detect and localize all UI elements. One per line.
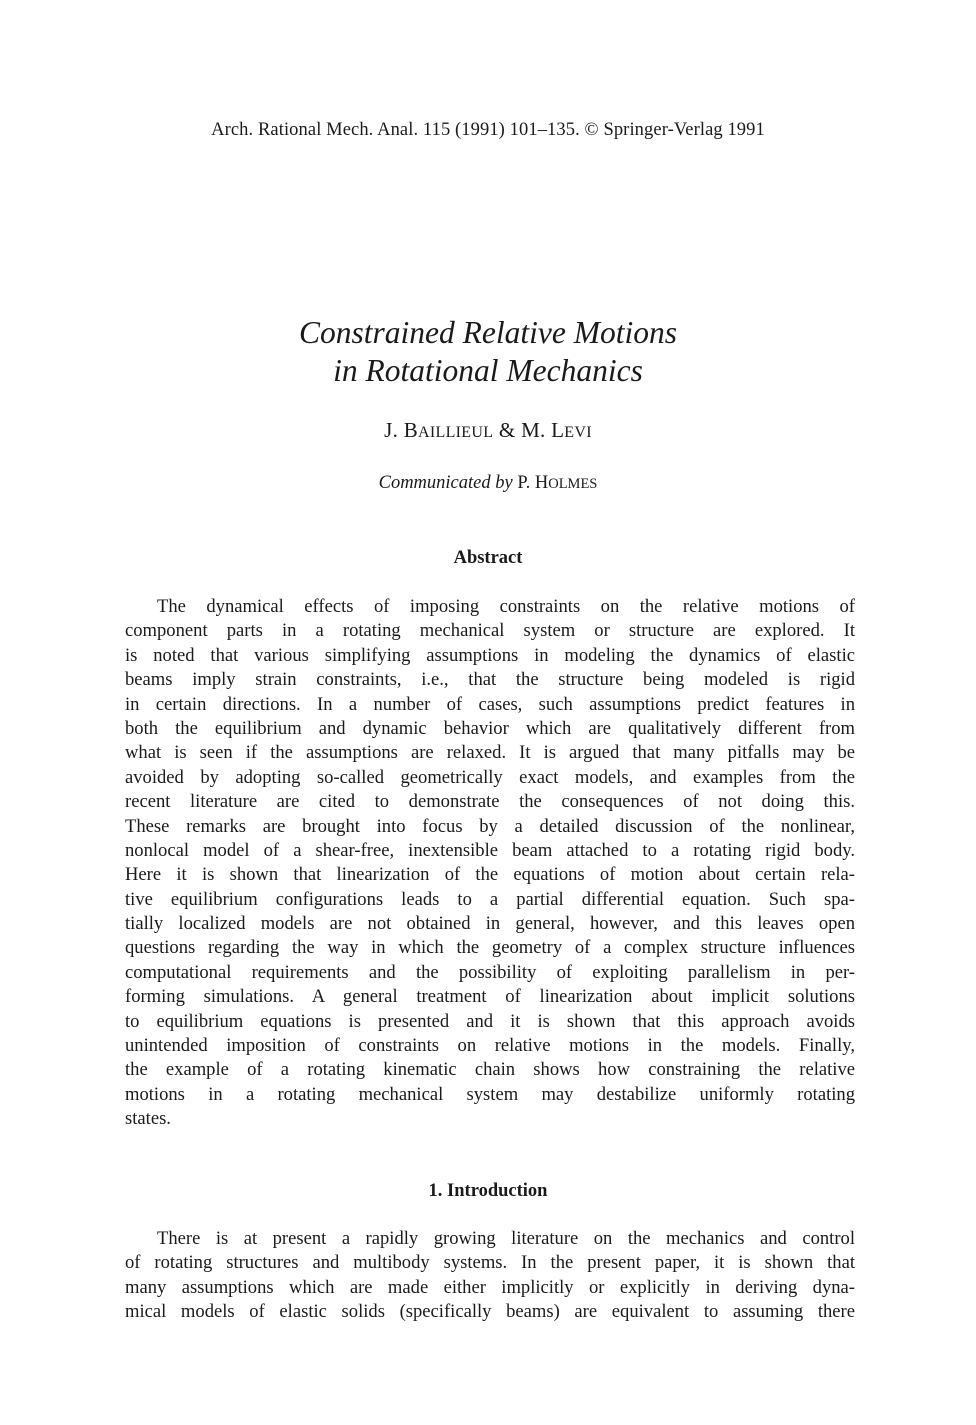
introduction-body [125, 1227, 855, 1325]
communicator-initial: P. [512, 473, 535, 493]
abstract-line: tive equilibrium configurations leads to a partial differential equation. Such spa- [125, 888, 855, 910]
authors [0, 418, 976, 443]
abstract-line: states. [125, 1108, 171, 1130]
abstract-line: the example of a rotating kinematic chain shows how constraining the relative [125, 1059, 855, 1081]
abstract-line: beams imply strain constraints, i.e., that the structure being modeled is rigid [125, 669, 855, 691]
abstract-line: what is seen if the assumptions are relaxed. It is argued that many pitfalls may be [125, 742, 855, 764]
abstract-body [125, 595, 855, 1132]
abstract-line: in certain directions. In a number of cases, such assumptions predict features in [125, 693, 855, 715]
communicated-label: Communicated by [378, 473, 513, 493]
author-1-initial: J. [384, 418, 404, 442]
abstract-line: tially localized models are not obtained in general, however, and this leaves open [125, 913, 855, 935]
author-1-surname-rest: AILLIEUL [418, 424, 494, 441]
introduction-heading: 1. Introduction [428, 1181, 548, 1201]
communicated-by [0, 473, 976, 494]
introduction-line: of rotating structures and multibody systems. In the present paper, it is shown that [125, 1252, 855, 1274]
title-line-1: Constrained Relative Motions [299, 315, 677, 350]
introduction-line: many assumptions which are made either implicitly or explicitly in deriving dyna- [125, 1276, 855, 1298]
author-separator: & [493, 418, 522, 442]
introduction-line: mical models of elastic solids (specifically beams) are equivalent to assuming there [125, 1301, 855, 1323]
author-2-initial: M. [521, 418, 552, 442]
abstract-line: The dynamical effects of imposing constraints on the relative motions of [157, 596, 855, 617]
abstract-line: Here it is shown that linearization of the equations of motion about certain rela- [125, 864, 855, 886]
abstract-line: is noted that various simplifying assumptions in modeling the dynamics of elastic [125, 644, 855, 666]
abstract-line: recent literature are cited to demonstrate the consequences of not doing this. [125, 791, 855, 813]
author-2-surname-rest: EVI [564, 424, 592, 441]
abstract-line: component parts in a rotating mechanical system or structure are explored. It [125, 620, 855, 642]
paper-title [0, 314, 976, 390]
abstract-line: avoided by adopting so-called geometrically exact models, and examples from the [125, 766, 855, 788]
abstract-line: both the equilibrium and dynamic behavior which are qualitatively different from [125, 717, 855, 739]
abstract-line: questions regarding the way in which the geometry of a complex structure influences [125, 937, 855, 959]
communicator-surname-rest: OLMES [548, 476, 598, 492]
abstract-heading: Abstract [453, 548, 523, 568]
abstract-line: unintended imposition of constraints on relative motions in the models. Finally, [125, 1035, 855, 1057]
author-2-surname-first: L [551, 418, 565, 442]
journal-header: Arch. Rational Mech. Anal. 115 (1991) 101–135. © Springer-Verlag 1991 [211, 120, 765, 140]
abstract-line: nonlocal model of a shear-free, inextensible beam attached to a rotating rigid body. [125, 839, 855, 861]
title-line-2: in Rotational Mechanics [333, 353, 643, 388]
abstract-line: to equilibrium equations is presented and it is shown that this approach avoids [125, 1010, 855, 1032]
abstract-line: motions in a rotating mechanical system may destabilize uniformly rotating [125, 1083, 855, 1105]
abstract-line: forming simulations. A general treatment of linearization about implicit solutions [125, 986, 855, 1008]
abstract-line: These remarks are brought into focus by a detailed discussion of the nonlinear, [125, 815, 855, 837]
abstract-line: computational requirements and the possibility of exploiting parallelism in per- [125, 961, 855, 983]
introduction-line: There is at present a rapidly growing literature on the mechanics and control [157, 1228, 855, 1249]
author-1-surname-first: B [403, 418, 419, 442]
communicator-surname-first: H [534, 473, 549, 493]
